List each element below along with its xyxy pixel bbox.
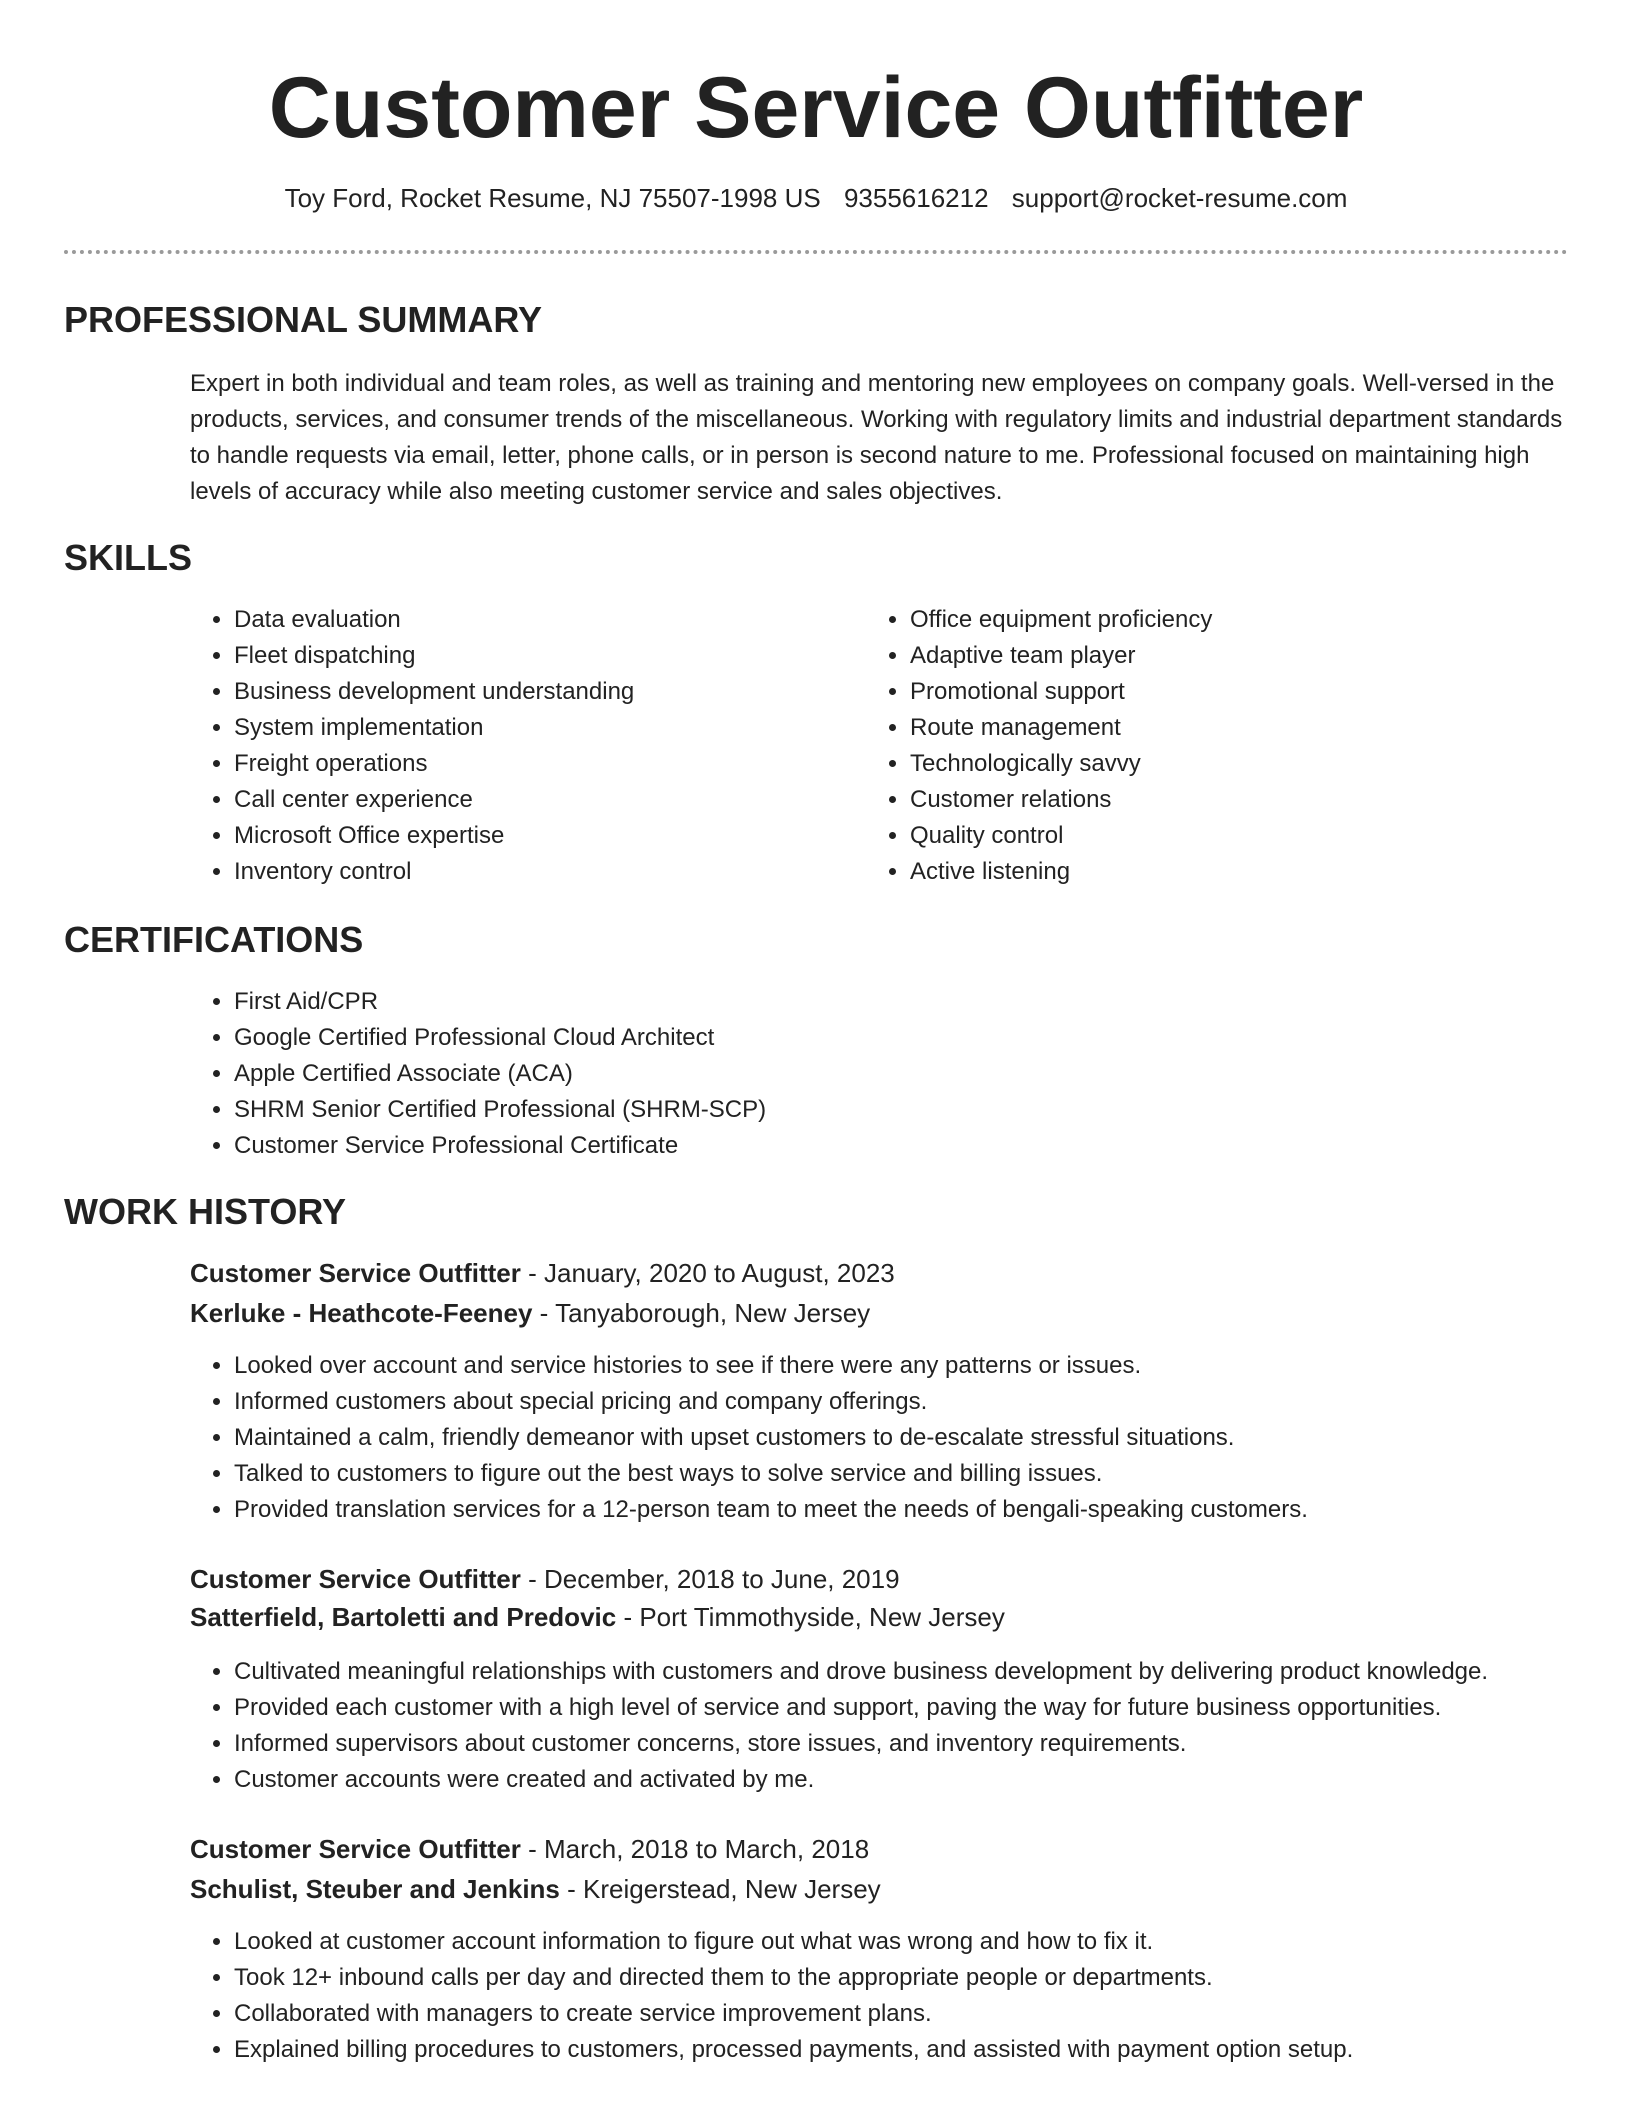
- job-bullets: [190, 1654, 1632, 1798]
- resume-title: Customer Service Outfitter: [268, 60, 1364, 156]
- job-bullet: • Informed supervisors about customer concerns, store issues, and inventory requirements.: [234, 1726, 1632, 1762]
- job-bullets: [190, 1348, 1632, 1528]
- contact-phone: 9355616212: [843, 183, 989, 213]
- skills-heading: SKILLS: [64, 537, 193, 578]
- certifications-list: [190, 984, 1534, 1164]
- job-title: Customer Service Outfitter: [190, 1258, 521, 1288]
- work-history-heading: WORK HISTORY: [64, 1191, 347, 1232]
- skill-item: • Promotional support: [910, 674, 1510, 710]
- certifications-heading: CERTIFICATIONS: [64, 919, 364, 960]
- skill-item: • Customer relations: [910, 782, 1510, 818]
- job-bullet: • Looked over account and service histories to see if there were any patterns or issues.: [234, 1348, 1632, 1384]
- skill-item: • Microsoft Office expertise: [234, 818, 834, 854]
- contact-line: [0, 180, 1632, 216]
- job-company-line: [190, 1294, 870, 1332]
- job-location: - Tanyaborough, New Jersey: [532, 1298, 871, 1328]
- contact-email: support@rocket-resume.com: [1011, 183, 1348, 213]
- job-dates: - January, 2020 to August, 2023: [520, 1258, 895, 1288]
- job-company-line: [190, 1870, 881, 1908]
- certification-item: • Google Certified Professional Cloud Architect: [234, 1020, 1534, 1056]
- summary-heading: PROFESSIONAL SUMMARY: [64, 299, 543, 340]
- skill-item: • Adaptive team player: [910, 638, 1510, 674]
- summary-text: Expert in both individual and team roles, as well as training and mentoring new employees on company goals. Well-versed in the products, services, and consumer trends of the miscellaneous. Working with regulatory limits and industrial department standards to handle requests via email, letter, phone calls, or in person is second nature to me. Professional focused on maintaining high levels of accuracy while also meeting customer service and sales objectives.: [190, 370, 1563, 505]
- job-bullet: • Customer accounts were created and activated by me.: [234, 1762, 1632, 1798]
- skill-item: • Route management: [910, 710, 1510, 746]
- job-bullet: • Provided each customer with a high level of service and support, paving the way for future business opportunities.: [234, 1690, 1632, 1726]
- job-bullet: • Collaborated with managers to create service improvement plans.: [234, 1996, 1632, 2032]
- job-bullets: [190, 1924, 1632, 2068]
- job-bullet: • Maintained a calm, friendly demeanor with upset customers to de-escalate stressful situations.: [234, 1420, 1632, 1456]
- skill-item: • Freight operations: [234, 746, 834, 782]
- skill-item: • System implementation: [234, 710, 834, 746]
- job-title-line: [190, 1830, 869, 1868]
- skills-list-left: [190, 602, 834, 890]
- skill-item: • Call center experience: [234, 782, 834, 818]
- job-bullet: • Talked to customers to figure out the best ways to solve service and billing issues.: [234, 1456, 1632, 1492]
- job-title-line: [190, 1560, 900, 1598]
- job-bullet: • Cultivated meaningful relationships with customers and drove business development by delivering product knowledge.: [234, 1654, 1632, 1690]
- skills-list-right: [866, 602, 1510, 890]
- job-dates: - March, 2018 to March, 2018: [520, 1834, 870, 1864]
- job-company: Kerluke - Heathcote-Feeney: [190, 1298, 533, 1328]
- job-bullet: • Provided translation services for a 12-person team to meet the needs of bengali-speaking customers.: [234, 1492, 1632, 1528]
- job-location: - Port Timmothyside, New Jersey: [616, 1602, 1005, 1632]
- job-company: Satterfield, Bartoletti and Predovic: [190, 1602, 617, 1632]
- skill-item: • Quality control: [910, 818, 1510, 854]
- skill-item: • Fleet dispatching: [234, 638, 834, 674]
- job-bullet: • Informed customers about special pricing and company offerings.: [234, 1384, 1632, 1420]
- job-title: Customer Service Outfitter: [190, 1834, 521, 1864]
- job-title: Customer Service Outfitter: [190, 1564, 521, 1594]
- certification-item: • SHRM Senior Certified Professional (SHRM-SCP): [234, 1092, 1534, 1128]
- contact-address: Toy Ford, Rocket Resume, NJ 75507-1998 US: [284, 183, 821, 213]
- header-divider: [64, 250, 1568, 254]
- job-bullet: • Took 12+ inbound calls per day and directed them to the appropriate people or departments.: [234, 1960, 1632, 1996]
- certification-item: • Apple Certified Associate (ACA): [234, 1056, 1534, 1092]
- job-title-line: [190, 1254, 895, 1292]
- certification-item: • First Aid/CPR: [234, 984, 1534, 1020]
- job-bullet: • Explained billing procedures to customers, processed payments, and assisted with payment option setup.: [234, 2032, 1632, 2068]
- skill-item: • Business development understanding: [234, 674, 834, 710]
- job-location: - Kreigerstead, New Jersey: [559, 1874, 881, 1904]
- skill-item: • Inventory control: [234, 854, 834, 890]
- job-dates: - December, 2018 to June, 2019: [520, 1564, 900, 1594]
- job-bullet: • Looked at customer account information to figure out what was wrong and how to fix it.: [234, 1924, 1632, 1960]
- certification-item: • Customer Service Professional Certificate: [234, 1128, 1534, 1164]
- skill-item: • Data evaluation: [234, 602, 834, 638]
- job-company-line: [190, 1598, 1005, 1636]
- job-company: Schulist, Steuber and Jenkins: [190, 1874, 560, 1904]
- skill-item: • Active listening: [910, 854, 1510, 890]
- skill-item: • Technologically savvy: [910, 746, 1510, 782]
- skill-item: • Office equipment proficiency: [910, 602, 1510, 638]
